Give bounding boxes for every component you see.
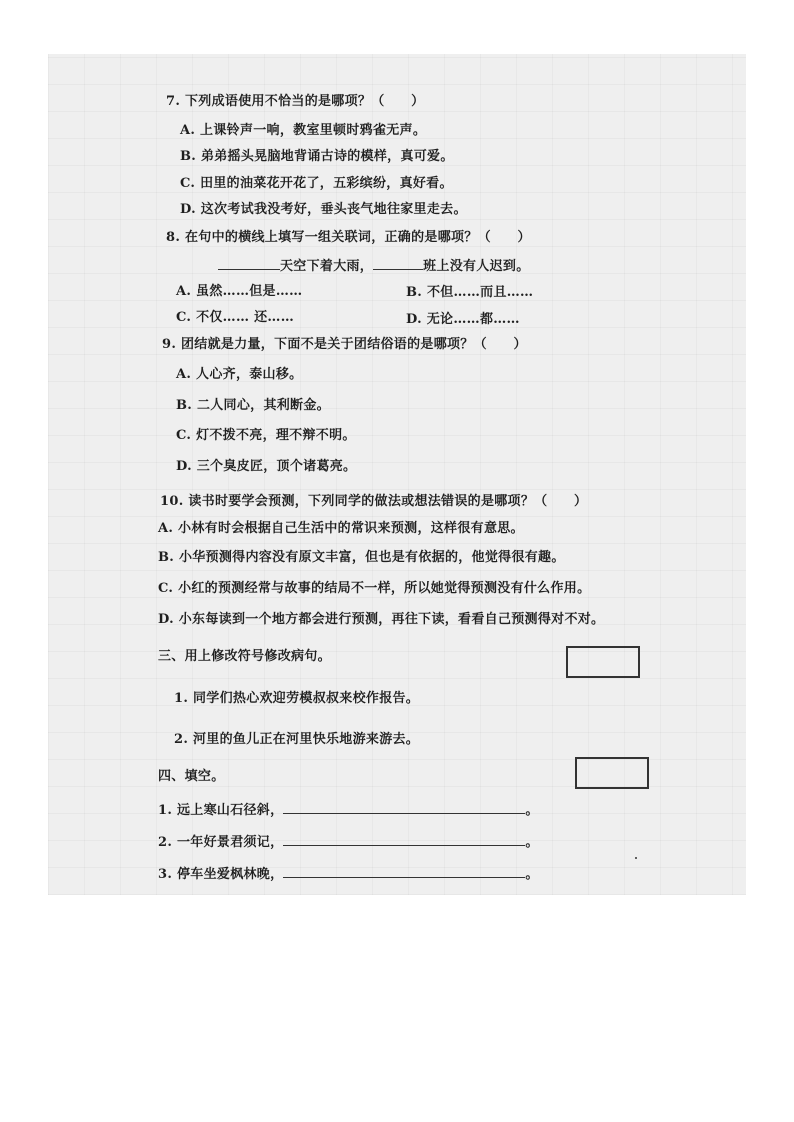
scanned-page (48, 54, 746, 895)
q10-option-c: C. 小红的预测经常与故事的结局不一样，所以她觉得预测没有什么作用。 (158, 581, 591, 596)
q8-sentence-part2: 班上没有人迟到。 (423, 259, 530, 274)
q9-option-d: D. 三个臭皮匠，顶个诸葛亮。 (176, 459, 357, 474)
q7-option-b: B. 弟弟摇头晃脑地背诵古诗的模样，真可爱。 (180, 149, 454, 164)
answer-blank[interactable] (283, 865, 525, 878)
fill-item-2 (158, 833, 539, 852)
q8-option-a: A. 虽然……但是…… (176, 284, 303, 299)
score-box[interactable] (575, 757, 649, 789)
fill-item-3-text: 3. 停车坐爱枫林晚， (158, 867, 284, 882)
q10-title: 10. 读书时要学会预测，下列同学的做法或想法错误的是哪项？（ ） (160, 494, 588, 509)
q8-sentence (218, 257, 530, 276)
answer-blank[interactable] (283, 833, 525, 846)
section3-heading: 三、用上修改符号修改病句。 (158, 649, 331, 664)
ink-speck (635, 857, 637, 859)
section3-item-2: 2. 河里的鱼儿正在河里快乐地游来游去。 (174, 732, 420, 747)
q8-option-b: B. 不但……而且…… (406, 285, 534, 300)
section4-heading: 四、填空。 (158, 769, 225, 784)
score-box[interactable] (566, 646, 640, 678)
q10-option-b: B. 小华预测得内容没有原文丰富，但也是有依据的，他觉得很有趣。 (158, 550, 565, 565)
q9-option-c: C. 灯不拨不亮，理不辩不明。 (176, 428, 356, 443)
q9-option-a: A. 人心齐，泰山移。 (176, 367, 303, 382)
q9-option-b: B. 二人同心，其利断金。 (176, 398, 330, 413)
end-mark: 。 (525, 803, 539, 818)
q9-title: 9. 团结就是力量，下面不是关于团结俗语的是哪项？（ ） (162, 337, 527, 352)
answer-blank[interactable] (373, 257, 423, 270)
q8-option-c: C. 不仅…… 还…… (176, 310, 294, 325)
q7-title: 7. 下列成语使用不恰当的是哪项？（ ） (166, 94, 425, 109)
answer-blank[interactable] (218, 257, 280, 270)
fill-item-1 (158, 801, 539, 820)
q7-option-a: A. 上课铃声一响，教室里顿时鸦雀无声。 (180, 123, 427, 138)
section3-item-1: 1. 同学们热心欢迎劳模叔叔来校作报告。 (174, 691, 420, 706)
q7-option-d: D. 这次考试我没考好，垂头丧气地往家里走去。 (180, 202, 467, 217)
q8-sentence-part1: 天空下着大雨， (280, 259, 374, 274)
fill-item-2-text: 2. 一年好景君须记， (158, 835, 284, 850)
q7-option-c: C. 田里的油菜花开花了，五彩缤纷，真好看。 (180, 176, 453, 191)
q8-option-d: D. 无论……都…… (406, 312, 520, 327)
answer-blank[interactable] (283, 801, 525, 814)
q10-option-a: A. 小林有时会根据自己生活中的常识来预测，这样很有意思。 (158, 521, 524, 536)
end-mark: 。 (525, 835, 539, 850)
q10-option-d: D. 小东每读到一个地方都会进行预测，再往下读，看看自己预测得对不对。 (158, 612, 605, 627)
fill-item-3 (158, 865, 539, 884)
end-mark: 。 (525, 867, 539, 882)
fill-item-1-text: 1. 远上寒山石径斜， (158, 803, 284, 818)
q8-title: 8. 在句中的横线上填写一组关联词，正确的是哪项？（ ） (166, 230, 531, 245)
